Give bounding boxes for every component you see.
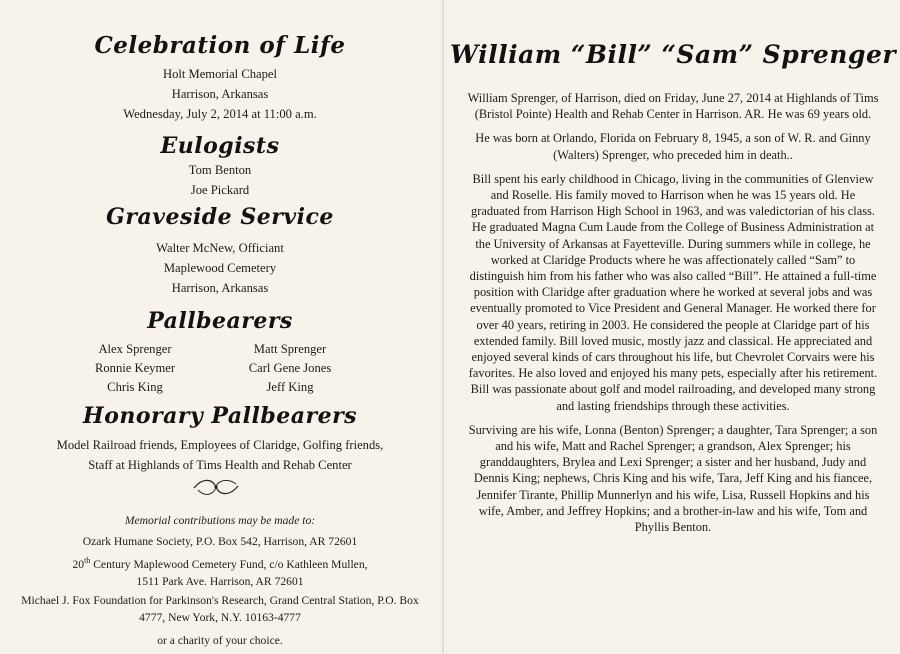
memorial-contributions — [10, 512, 430, 651]
service-location: Holt Memorial Chapel — [162, 67, 278, 81]
memorial-maplewood — [10, 552, 430, 590]
memorial-maplewood-address: 1511 Park Ave. Harrison, AR 72601 — [136, 574, 304, 588]
honorary-line: Model Railroad friends, Employees of Claridge, Golfing friends, — [56, 438, 384, 452]
graveside-officiant: Walter McNew, Officiant — [156, 241, 284, 255]
pallbearers-title: Pallbearers — [147, 308, 293, 334]
eulogists-title: Eulogists — [160, 133, 280, 159]
obituary-paragraph: William Sprenger, of Harrison, died on Friday, June 27, 2014 at Highlands of Tims (Bristol Pointe) Health and Rehab Center in Harrison. AR. He was 69 years old. — [467, 91, 879, 122]
memorial-foxfoundation: Michael J. Fox Foundation for Parkinson's Research, Grand Central Station, P.O. Box 4777, New York, N.Y. 10163-4777 — [21, 593, 419, 624]
memorial-maplewood-number: 20 — [72, 557, 85, 571]
pallbearer: Alex Sprenger — [98, 342, 172, 356]
pallbearer: Carl Gene Jones — [248, 361, 332, 375]
right-panel — [446, 0, 900, 654]
obituary-paragraph: Surviving are his wife, Lonna (Benton) Sprenger; a daughter, Tara Sprenger; a son and his wife, Matt and Rachel Sprenger; a grandson, Alex Sprenger; his granddaughters, Brylea and Lexi Sprenger; a sister and her husband, Judy and Dennis King; nephews, Chris King and his wife, Tara, Jeff King and his fiancee, Jennifer Tirante, Phillip Munnerlyn and his wife, Lisa, Russell Hopkins and his wife, Amber, and Jeffrey Hopkins; and a brother-in-law and his wife, Tom and Phyllis Benton. — [468, 422, 878, 535]
obituary-paragraph: He was born at Orlando, Florida on February 8, 1945, a son of W. R. and Ginny (Walters) Sprenger, who preceded him in death.. — [475, 131, 871, 162]
pallbearer: Ronnie Keymer — [94, 361, 176, 375]
graveside-cemetery: Maplewood Cemetery — [163, 261, 277, 275]
memorial-maplewood-ordinal: th — [84, 556, 91, 565]
pallbearer: Jeff King — [266, 380, 314, 394]
honorary-pallbearers-list — [0, 435, 440, 475]
pallbearers-column-left — [60, 340, 210, 397]
flourish-divider-icon — [188, 474, 244, 500]
memorial-heading: Memorial contributions may be made to: — [124, 514, 316, 527]
graveside-title: Graveside Service — [106, 204, 334, 230]
graveside-city: Harrison, Arkansas — [171, 281, 269, 295]
left-panel — [0, 0, 440, 654]
service-datetime: Wednesday, July 2, 2014 at 11:00 a.m. — [123, 107, 317, 121]
celebration-title: Celebration of Life — [94, 32, 346, 59]
pallbearers-column-right — [215, 340, 365, 397]
obituary-paragraph: Bill spent his early childhood in Chicago, living in the communities of Glenview and Roselle. His family moved to Harrison when he was 15 years old. He graduated from Harrison High School in 1963, and was valedictorian of his class. He graduated Magna Cum Laude from the College of Business Administration at the University of Arkansas at Fayetteville. During summers while in college, he worked at Claridge Products where he was affectionately called “Sam” to distinguish him from his father who was also called “Bill”. He attained a full-time position with Claridge after graduation where he worked at several jobs and was eventually promoted to Vice President and General Manager. He worked there for over 40 years, retiring in 2003. He considered the people at Claridge part of his extended family. Bill loved music, mostly jazz and classical. He appreciated and enjoyed several kinds of cars throughout his life, but Chevrolet Corvairs were his favorites. He also loved and enjoyed his many pets, especially after his retirement. Bill was passionate about golf and model railroading, and developed many strong and lasting friendships through these activities. — [468, 171, 878, 413]
page-fold — [442, 0, 444, 654]
memorial-charity: or a charity of your choice. — [157, 633, 283, 647]
memorial-ozark: Ozark Humane Society, P.O. Box 542, Harrison, AR 72601 — [82, 535, 358, 548]
deceased-name: William “Bill” “Sam” Sprenger — [449, 40, 897, 69]
service-details — [0, 64, 440, 124]
obituary-text — [466, 90, 880, 543]
honorary-line: Staff at Highlands of Tims Health and Rehab Center — [88, 458, 352, 472]
service-city: Harrison, Arkansas — [171, 87, 269, 101]
graveside-details — [0, 238, 440, 298]
pallbearer: Chris King — [107, 380, 163, 394]
memorial-maplewood-text: Century Maplewood Cemetery Fund, c/o Kathleen Mullen, — [90, 557, 368, 571]
pallbearer: Matt Sprenger — [253, 342, 327, 356]
eulogists-list — [0, 160, 440, 200]
honorary-pallbearers-title: Honorary Pallbearers — [82, 403, 358, 429]
eulogist: Joe Pickard — [190, 183, 250, 197]
eulogist: Tom Benton — [188, 163, 252, 177]
